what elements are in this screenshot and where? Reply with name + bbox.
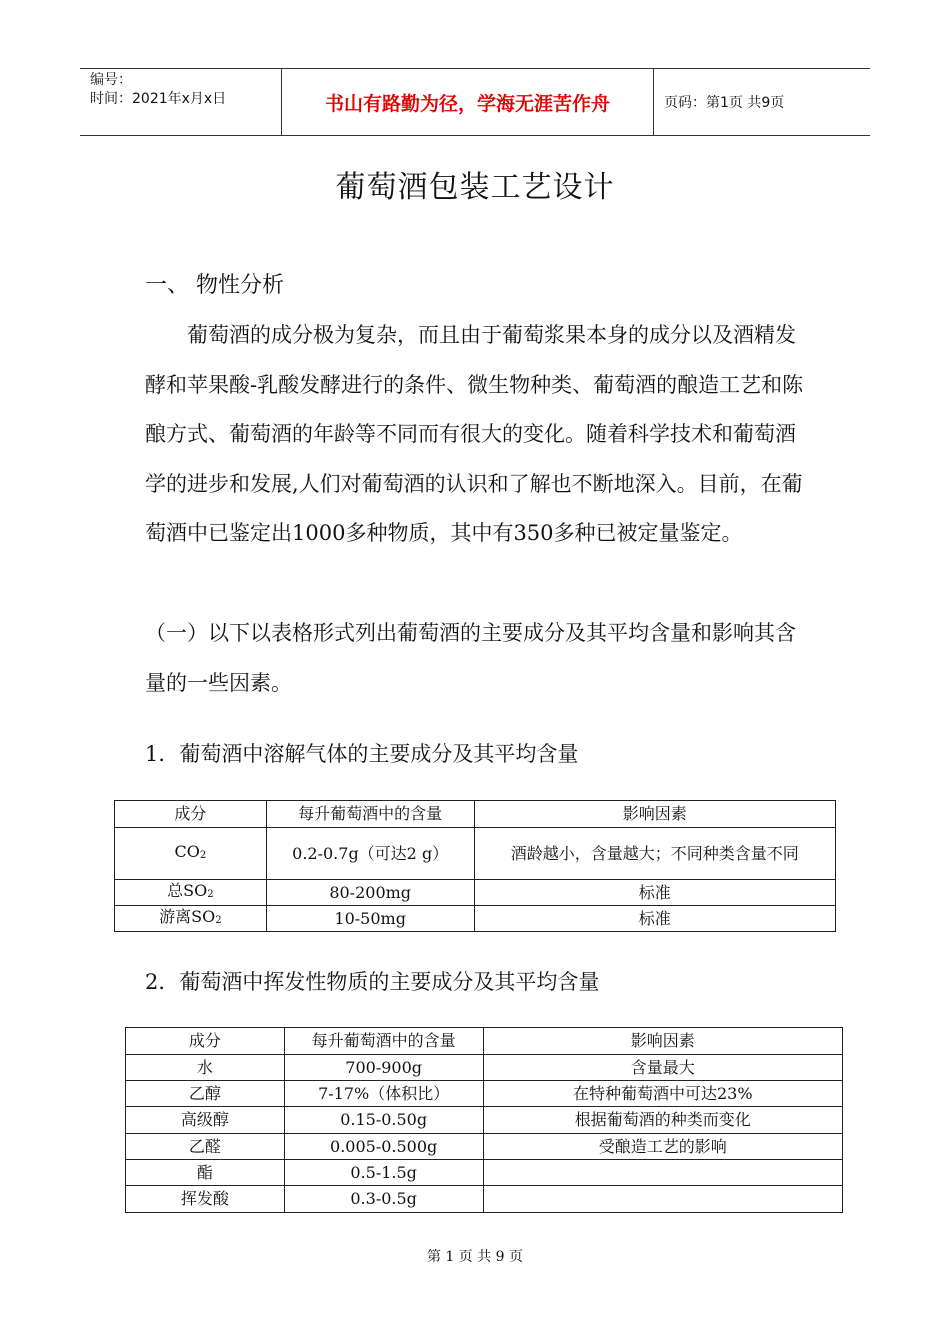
table2-caption: 2．葡萄酒中挥发性物质的主要成分及其平均含量 (145, 970, 600, 994)
component-cell: 乙醇 (126, 1081, 285, 1107)
component-cell: 游离$SO_2$ (115, 906, 267, 932)
column-header: 成分 (115, 801, 267, 828)
factor-cell: 在特种葡萄酒中可达23% (483, 1081, 842, 1107)
column-header: 成分 (126, 1028, 285, 1055)
factor-cell: 含量最大 (483, 1055, 842, 1081)
component-cell: 酯 (126, 1160, 285, 1186)
amount-cell: 0.005-0.500g (284, 1134, 483, 1160)
amount-cell: 7-17%（体积比） (284, 1081, 483, 1107)
factor-cell: 根据葡萄酒的种类而变化 (483, 1107, 842, 1134)
factor-cell: 标准 (474, 906, 835, 932)
table-row (126, 1055, 843, 1081)
table-row (126, 1107, 843, 1134)
table-header-row (115, 801, 836, 828)
header-meta (80, 69, 282, 135)
factor-cell (483, 1160, 842, 1186)
column-header: 每升葡萄酒中的含量 (266, 801, 474, 828)
header-page-info: 页码：第1页 共9页 (664, 95, 785, 111)
component-cell: 高级醇 (126, 1107, 285, 1134)
table-row (126, 1134, 843, 1160)
subsection-intro: （一）以下以表格形式列出葡萄酒的主要成分及其平均含量和影响其含量的一些因素。 (145, 621, 796, 695)
table-row (126, 1186, 843, 1213)
component-cell: 挥发酸 (126, 1186, 285, 1213)
gas-components-table (114, 800, 836, 932)
factor-cell (483, 1186, 842, 1213)
page-footer: 第 1 页 共 9 页 (426, 1249, 524, 1265)
volatile-components-table (125, 1027, 843, 1213)
amount-cell: 0.15-0.50g (284, 1107, 483, 1134)
column-header: 每升葡萄酒中的含量 (284, 1028, 483, 1055)
document-number-label: 编号： (90, 72, 132, 88)
table-row (115, 906, 836, 932)
component-cell: $CO_2$ (115, 828, 267, 880)
factor-cell: 标准 (474, 880, 835, 906)
amount-cell: 0.2-0.7g（可达2 g） (266, 828, 474, 880)
page-header (80, 68, 870, 136)
table1-caption: 1．葡萄酒中溶解气体的主要成分及其平均含量 (145, 742, 579, 766)
amount-cell: 80-200mg (266, 880, 474, 906)
amount-cell: 0.3-0.5g (284, 1186, 483, 1213)
amount-cell: 700-900g (284, 1055, 483, 1081)
component-cell: 乙醛 (126, 1134, 285, 1160)
component-cell: 总$SO_2$ (115, 880, 267, 906)
table-row (126, 1081, 843, 1107)
amount-cell: 10-50mg (266, 906, 474, 932)
column-header: 影响因素 (483, 1028, 842, 1055)
factor-cell: 受酿造工艺的影响 (483, 1134, 842, 1160)
body-paragraph: 葡萄酒的成分极为复杂，而且由于葡萄浆果本身的成分以及酒精发酵和苹果酸-乳酸发酵进行的条件、微生物种类、葡萄酒的酿造工艺和陈酿方式、葡萄酒的年龄等不同而有很大的变化。随着科学技术和葡萄酒学的进步和发展,人们对葡萄酒的认识和了解也不断地深入。目前，在葡萄酒中已鉴定出1000多种物质，其中有350多种已被定量鉴定。 (145, 323, 804, 545)
factor-cell: 酒龄越小，含量越大；不同种类含量不同 (474, 828, 835, 880)
document-title: 葡萄酒包装工艺设计 (335, 170, 615, 205)
table-row (126, 1160, 843, 1186)
table-row (115, 828, 836, 880)
component-cell: 水 (126, 1055, 285, 1081)
table-header-row (126, 1028, 843, 1055)
table-row (115, 880, 836, 906)
header-motto: 书山有路勤为径，学海无涯苦作舟 (282, 69, 654, 135)
amount-cell: 0.5-1.5g (284, 1160, 483, 1186)
document-date: 时间：2021年x月x日 (90, 91, 227, 107)
section-heading: 一、 物性分析 (145, 273, 284, 298)
column-header: 影响因素 (474, 801, 835, 828)
